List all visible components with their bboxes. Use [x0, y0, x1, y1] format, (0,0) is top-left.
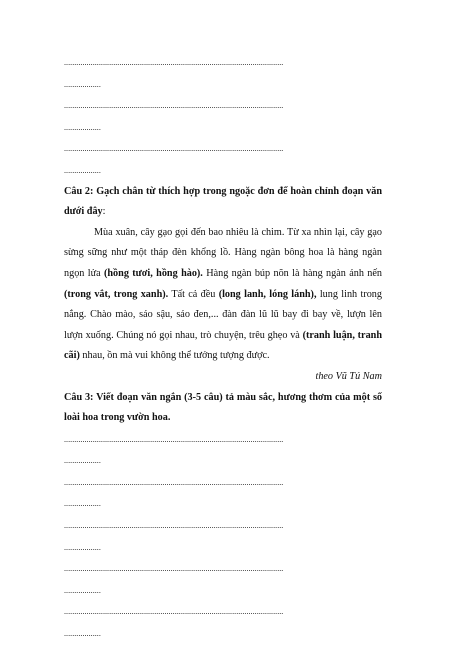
- answer-line[interactable]: ...........................................................................................................: [64, 434, 284, 444]
- question-2-colon: :: [102, 206, 106, 218]
- answer-line-continuation[interactable]: ..................: [64, 122, 101, 132]
- answer-line-continuation[interactable]: ..................: [64, 79, 101, 89]
- word-choice-4[interactable]: (tranh luận, tranh cãi): [64, 329, 382, 362]
- worksheet-content: [64, 52, 382, 645]
- question-2-prompt: [64, 182, 382, 223]
- answer-lines-top: [64, 52, 382, 182]
- word-choice-2[interactable]: (trong vắt, trong xanh).: [64, 288, 169, 300]
- question-3-prompt: Câu 3: Viết đoạn văn ngắn (3-5 câu) tả màu sắc, hương thơm của một số loài hoa trong vườn hoa.: [64, 391, 382, 424]
- passage-text-1: Mùa xuân, cây gạo gọi đến bao nhiêu là chim. Từ xa nhìn lại, cây gạo sừng sững như một tháp đèn khổng lồ. Hàng ngàn bông hoa là hàng ngàn ngọn lửa: [64, 226, 382, 279]
- answer-line-continuation[interactable]: ..................: [64, 542, 101, 552]
- passage-text-4: lung linh trong nắng. Chào mào, sáo sậu, sáo đen,... đàn đàn lũ lũ bay đi bay về, lượn lên lượn xuống. Chúng nó gọi nhau, trò chuyện, trêu ghẹo và: [64, 288, 382, 341]
- answer-line-continuation[interactable]: ..................: [64, 165, 101, 175]
- answer-line[interactable]: ...........................................................................................................: [64, 607, 284, 617]
- word-choice-1[interactable]: (hồng tươi, hồng hào).: [104, 267, 203, 279]
- answer-line[interactable]: ...........................................................................................................: [64, 58, 284, 67]
- answer-lines-bottom: [64, 429, 382, 645]
- answer-line-continuation[interactable]: ..................: [64, 456, 101, 466]
- answer-line-continuation[interactable]: ..................: [64, 629, 101, 639]
- answer-line[interactable]: ...........................................................................................................: [64, 564, 284, 574]
- answer-line[interactable]: ...........................................................................................................: [64, 144, 284, 154]
- question-2-passage: [64, 223, 382, 367]
- passage-text-2: Hàng ngàn búp nõn là hàng ngàn ánh nến: [202, 267, 383, 279]
- passage-text-5: nhau, ồn mà vui không thể tưởng tượng được.: [79, 350, 270, 362]
- answer-line-continuation[interactable]: ..................: [64, 585, 101, 595]
- answer-line[interactable]: ...........................................................................................................: [64, 101, 284, 111]
- answer-line[interactable]: ...........................................................................................................: [64, 521, 284, 531]
- passage-text-3: Tất cả đều: [168, 288, 219, 300]
- passage-attribution: theo Vũ Tú Nam: [315, 370, 382, 382]
- word-choice-3[interactable]: (long lanh, lóng lánh),: [218, 288, 317, 300]
- question-2-title: Câu 2: Gạch chân từ thích hợp trong ngoặc đơn để hoàn chỉnh đoạn văn dưới đây: [64, 185, 382, 218]
- answer-line[interactable]: ...........................................................................................................: [64, 477, 284, 487]
- answer-line-continuation[interactable]: ..................: [64, 499, 101, 509]
